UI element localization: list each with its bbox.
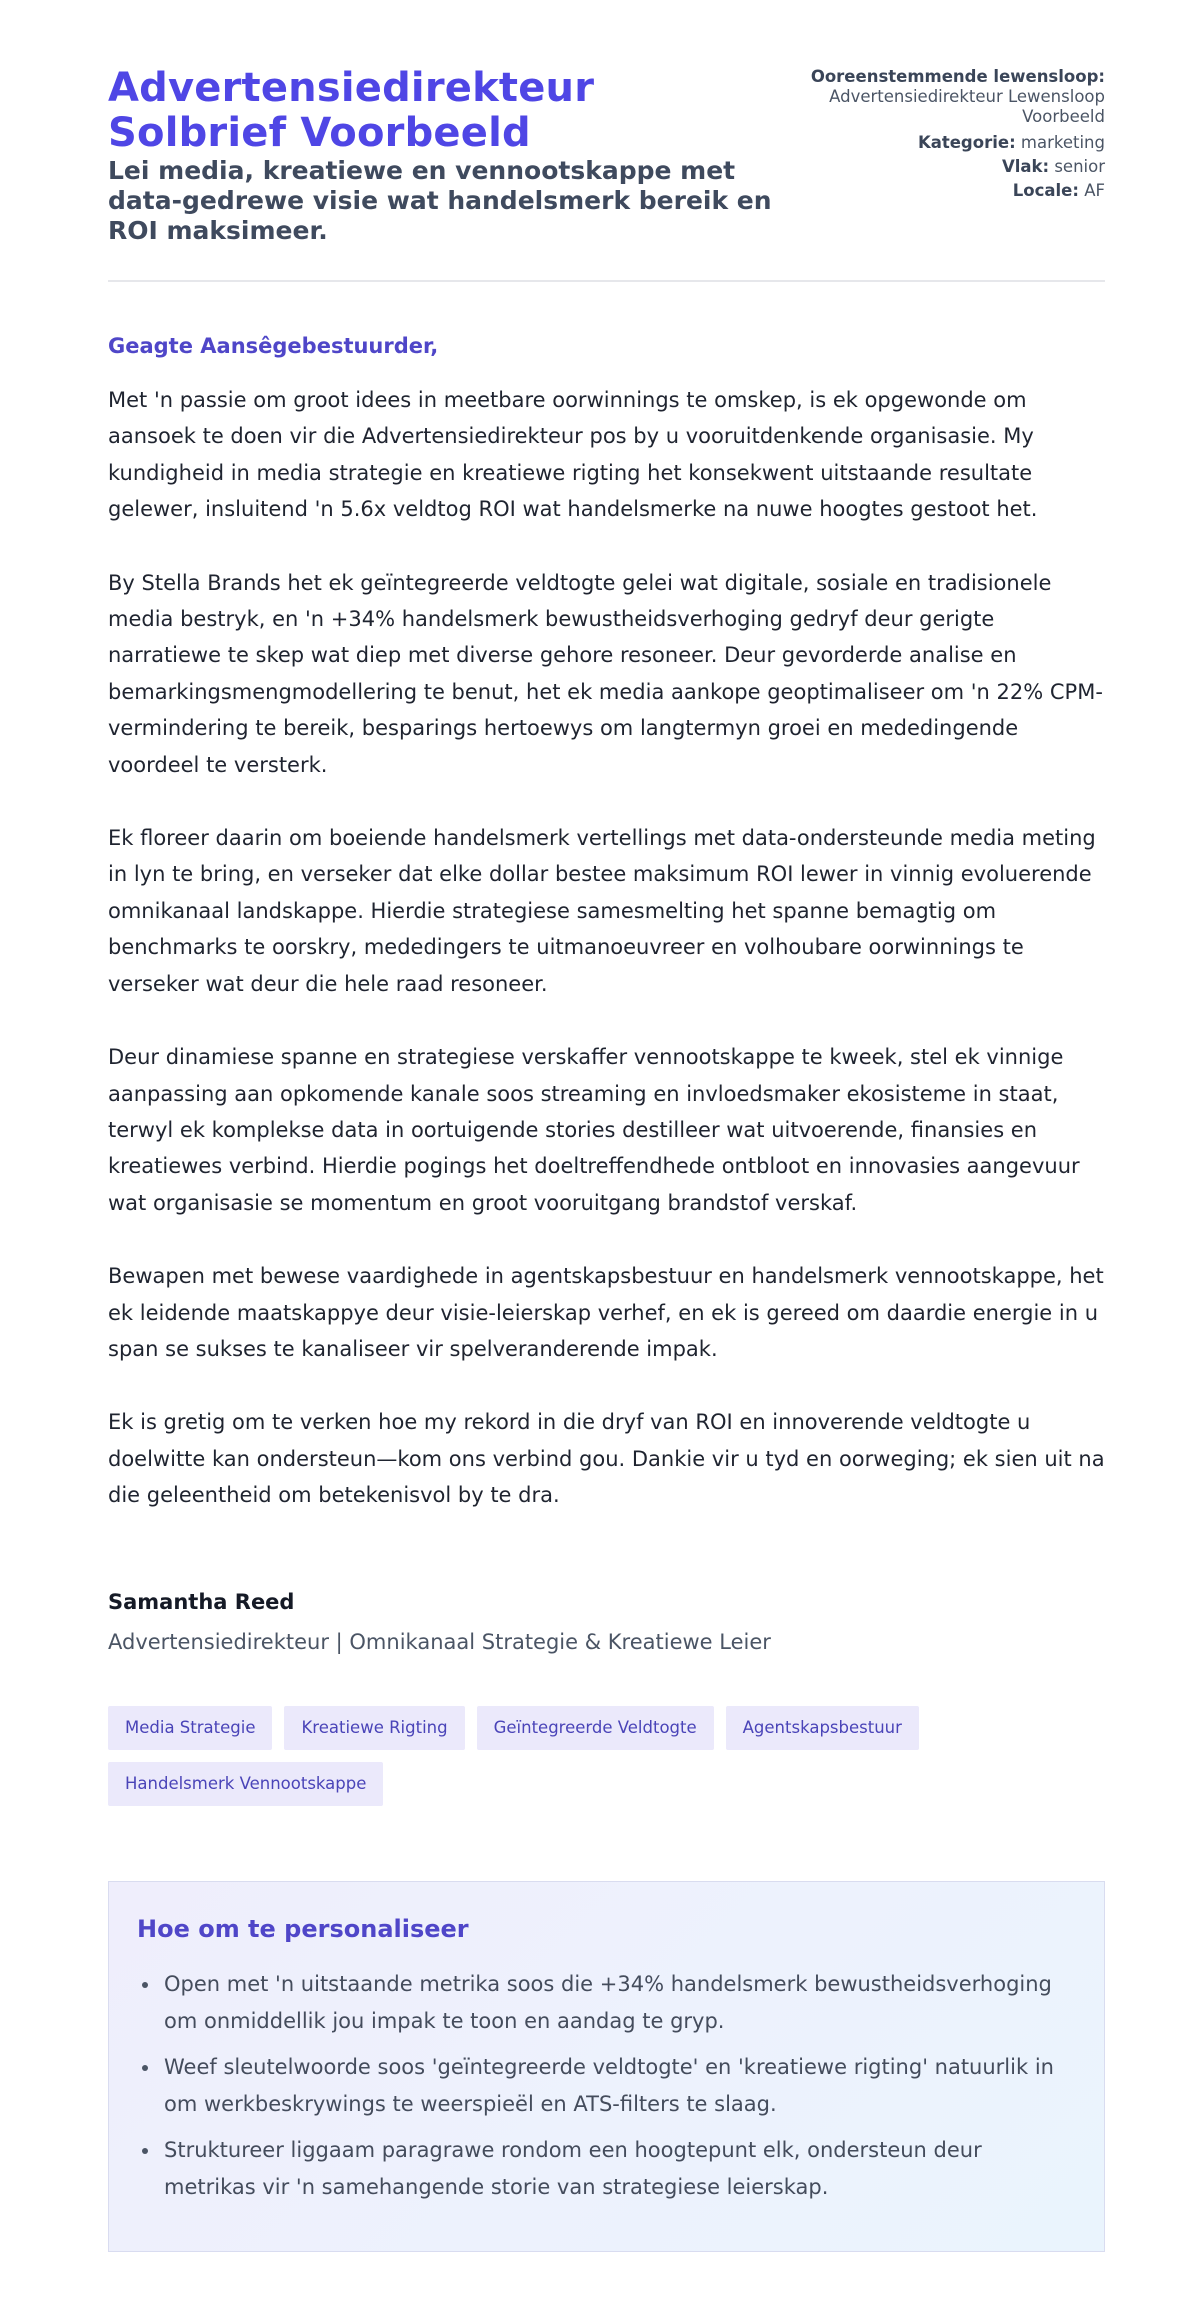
page-subtitle: Lei media, kreatiewe en vennootskappe met data-gedrewe visie wat handelsmerk bereik en ROI maksimeer. bbox=[108, 156, 772, 245]
header-title-block bbox=[108, 66, 786, 246]
letter-paragraph: By Stella Brands het ek geïntegreerde veldtogte gelei wat digitale, sosiale en tradisionele media bestryk, en 'n +34% handelsmerk bewustheidsverhoging gedryf deur gerigte narratiewe te skep wat diep met diverse gehore resoneer. Deur gevorderde analise en bemarkingsmengmodellering te benut, het ek media aankope geoptimaliseer om 'n 22% CPM-vermindering te bereik, besparings hertoewys om langtermyn groei en mededingende voordeel te versterk. bbox=[108, 570, 1103, 777]
skill-tags bbox=[108, 1706, 1008, 1806]
letter-paragraph: Ek floreer daarin om boeiende handelsmerk vertellings met data-ondersteunde media meting in lyn te bring, en verseker dat elke dollar bestee maksimum ROI lewer in vinnig evoluerende omnikanaal landskappe. Hierdie strategiese samesmelting het spanne bemagtig om benchmarks te oorskry, mededingers te uitmanoeuvreer en volhoubare oorwinnings te verseker wat deur die hele raad resoneer. bbox=[108, 826, 1096, 996]
skill-tag-geintegreerde-veldtogte[interactable]: Geïntegreerde Veldtogte bbox=[477, 1706, 714, 1750]
skill-tag-agentskapsbestuur[interactable]: Agentskapsbestuur bbox=[726, 1706, 919, 1750]
meta-level-value: senior bbox=[1054, 157, 1105, 176]
title-line-1: Advertensiedirekteur bbox=[108, 65, 595, 111]
letter-paragraph: Met 'n passie om groot idees in meetbare oorwinnings te omskep, is ek opgewonde om aansoek te doen vir die Advertensiedirekteur pos by u vooruitdenkende organisasie. My kundigheid in media strategie en kreatiewe rigting het konsekwent uitstaande resultate gelewer, insluitend 'n 5.6x veldtog ROI wat handelsmerke na nuwe hoogtes gestoot het. bbox=[108, 388, 1038, 522]
meta-matching-resume bbox=[786, 67, 1105, 127]
letter-paragraph: Bewapen met bewese vaardighede in agentskapsbestuur en handelsmerk vennootskappe, het ek leidende maatskappye deur visie-leierskap verhef, en ek is gereed om daardie energie in u span se sukses te kanaliseer vir spelveranderende impak. bbox=[108, 1264, 1104, 1361]
signature-title: Advertensiedirekteur | Omnikanaal Strategie & Kreatiewe Leier bbox=[108, 1629, 771, 1654]
meta-panel bbox=[786, 66, 1105, 205]
meta-locale-label: Locale: bbox=[1012, 181, 1079, 200]
meta-matching-resume-value[interactable]: Advertensiedirekteur Lewensloop Voorbeeld bbox=[829, 87, 1105, 126]
tips-list bbox=[137, 1966, 1076, 2206]
tips-list-item: Struktureer liggaam paragrawe rondom een hoogtepunt elk, ondersteun deur metrikas vir 'n samehangende storie van strategiese leierskap. bbox=[164, 2132, 1076, 2206]
letter-paragraph: Ek is gretig om te verken hoe my rekord in die dryf van ROI en innoverende veldtogte u doelwitte kan ondersteun—kom ons verbind gou. Dankie vir u tyd en oorweging; ek sien uit na die geleentheid om betekenisvol by te dra. bbox=[108, 1410, 1105, 1508]
skill-tag-media-strategie[interactable]: Media Strategie bbox=[108, 1706, 272, 1750]
page-header bbox=[108, 66, 1105, 282]
letter-paragraph: Deur dinamiese spanne en strategiese verskaffer vennootskappe te kweek, stel ek vinnige aanpassing aan opkomende kanale soos streaming en invloedsmaker ekosisteme in staat, terwyl ek komplekse data in oortuigende stories destilleer wat uitvoerende, finansies en kreatiewes verbind. Hierdie pogings het doeltreffendhede ontbloot en innovasies aangevuur wat organisasie se momentum en groot vooruitgang brandstof verskaf. bbox=[108, 1045, 1080, 1215]
tips-title: Hoe om te personaliseer bbox=[137, 1914, 469, 1943]
meta-locale-value: AF bbox=[1084, 181, 1105, 200]
title-line-2: Solbrief Voorbeeld bbox=[108, 110, 531, 156]
meta-level-label: Vlak: bbox=[1001, 157, 1050, 176]
page-title bbox=[108, 66, 786, 156]
meta-category bbox=[786, 133, 1105, 153]
skill-tag-kreatiewe-rigting[interactable]: Kreatiewe Rigting bbox=[284, 1706, 464, 1750]
signature-name: Samantha Reed bbox=[108, 1589, 295, 1614]
tips-list-item: Weef sleutelwoorde soos 'geïntegreerde veldtogte' en 'kreatiewe rigting' natuurlik in om werkbeskrywings te weerspieël en ATS-filters te slaag. bbox=[164, 2049, 1076, 2123]
skill-tag-handelsmerk-vennootskappe[interactable]: Handelsmerk Vennootskappe bbox=[108, 1762, 383, 1806]
meta-level bbox=[786, 157, 1105, 177]
letter-body bbox=[108, 382, 1105, 1514]
personalization-tips-box bbox=[108, 1881, 1105, 2252]
meta-category-label: Kategorie: bbox=[917, 133, 1016, 152]
tips-list-item: Open met 'n uitstaande metrika soos die +34% handelsmerk bewustheidsverhoging om onmiddellik jou impak te toon en aandag te gryp. bbox=[164, 1966, 1076, 2040]
meta-category-value: marketing bbox=[1020, 133, 1105, 152]
meta-matching-resume-label: Ooreenstemmende lewensloop: bbox=[810, 67, 1105, 86]
letter-greeting: Geagte Aansêgebestuurder, bbox=[108, 334, 439, 358]
signature-block bbox=[108, 1588, 1105, 1656]
meta-locale bbox=[786, 181, 1105, 201]
